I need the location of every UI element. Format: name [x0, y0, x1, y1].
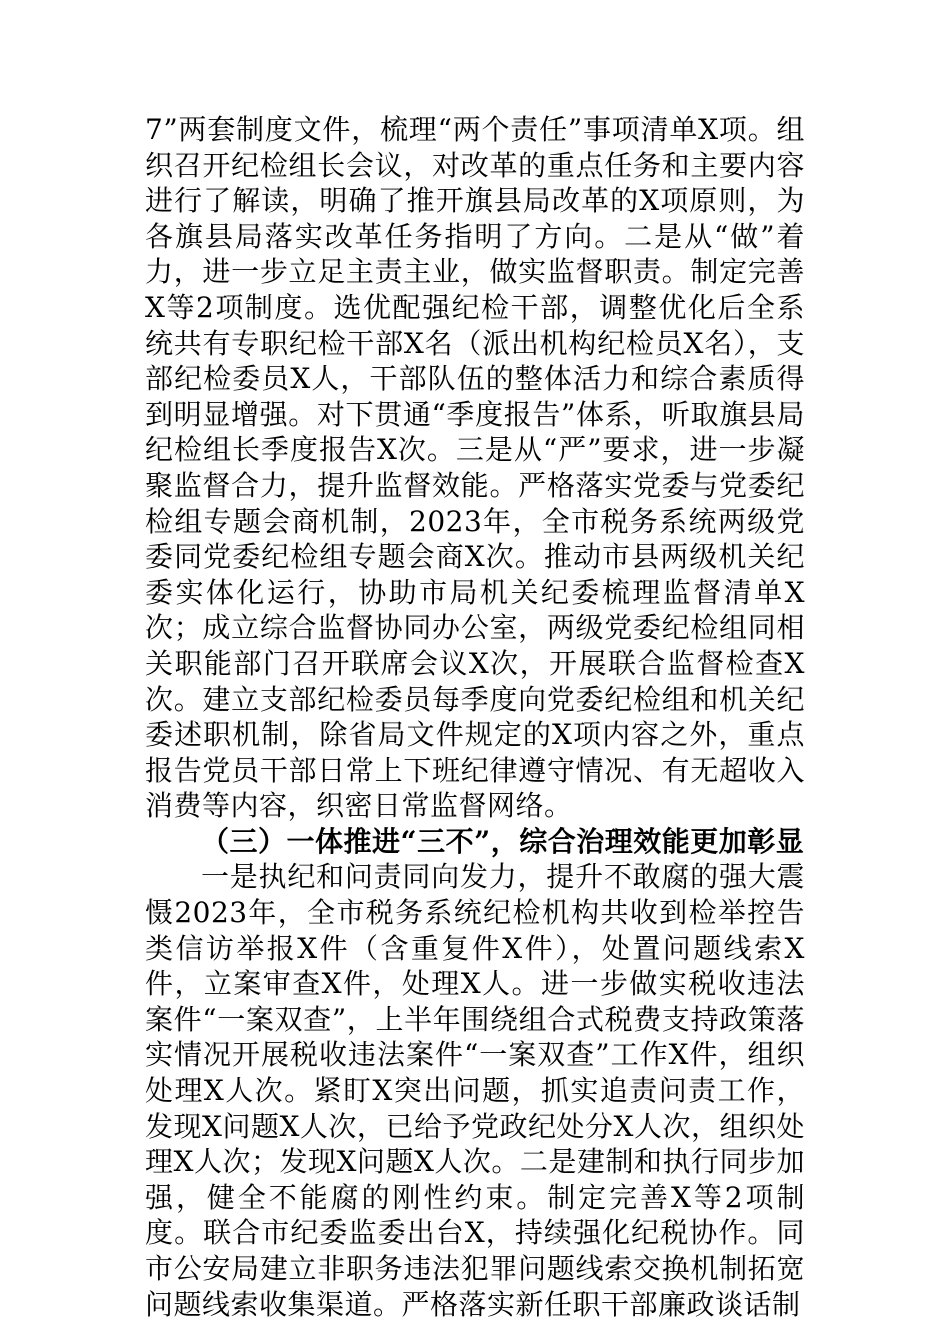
paragraph-discipline: 一是执纪和问责同向发力，提升不敢腐的强大震慑2023年，全市税务系统纪检机构共收到检举控告类信访举报X件（含重复件X件），处置问题线索X件，立案审查X件，处理X人。进一步做实税收违法案件“一案双查”，上半年围绕组合式税费支持政策落实情况开展税收违法案件“一案双查”工作X件，组织处理X人次。紧盯X突出问题，抓实追责问责工作，发现X问题X人次，已给予党政纪处分X人次，组织处理X人次；发现X问题X人次。二是建制和执行同步加强，健全不能腐的刚性约束。制定完善X等2项制度。联合市纪委监委出台X，持续强化纪税协作。同市公安局建立非职务违法犯罪问题线索交换机制拓宽问题线索收集渠道。严格落实新任职干部廉政谈话制: [145, 860, 805, 1321]
document-page: [145, 112, 805, 1322]
paragraph-continuation: 7”两套制度文件，梳理“两个责任”事项清单X项。组织召开纪检组长会议，对改革的重点任务和主要内容进行了解读，明确了推开旗县局改革的X项原则，为各旗县局落实改革任务指明了方向。二是从“做”着力，进一步立足主责主业，做实监督职责。制定完善X等2项制度。选优配强纪检干部，调整优化后全系统共有专职纪检干部X名（派出机构纪检员X名），支部纪检委员X人，干部队伍的整体活力和综合素质得到明显增强。对下贯通“季度报告”体系，听取旗县局纪检组长季度报告X次。三是从“严”要求，进一步凝聚监督合力，提升监督效能。严格落实党委与党委纪检组专题会商机制，2023年，全市税务系统两级党委同党委纪检组专题会商X次。推动市县两级机关纪委实体化运行，协助市局机关纪委梳理监督清单X次；成立综合监督协同办公室，两级党委纪检组同相关职能部门召开联席会议X次，开展联合监督检查X次。建立支部纪检委员每季度向党委纪检组和机关纪委述职机制，除省局文件规定的X项内容之外，重点报告党员干部日常上下班纪律遵守情况、有无超收入消费等内容，织密日常监督网络。: [145, 113, 805, 823]
section-heading-three: （三）一体推进“三不”，综合治理效能更加彰显: [201, 824, 805, 858]
